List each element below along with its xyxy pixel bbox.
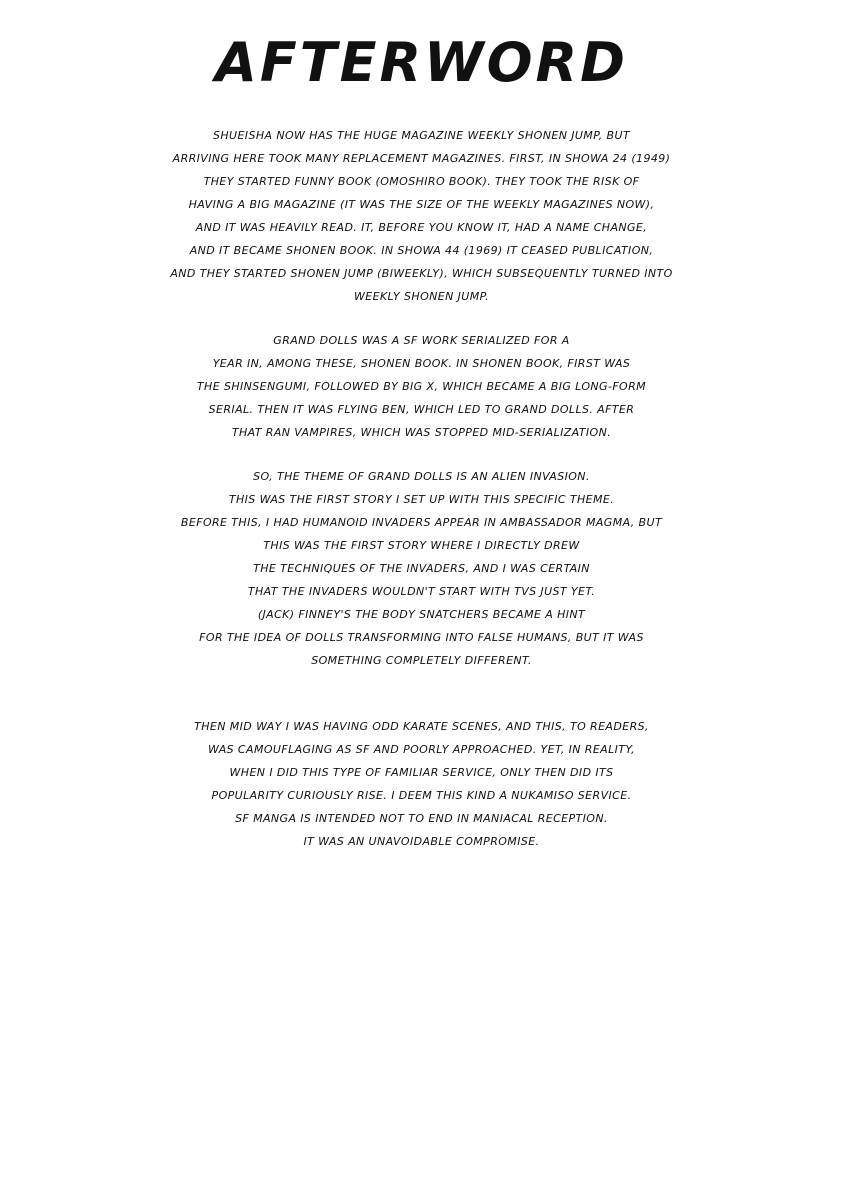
text-segment: SOMETHING COMPLETELY DIFFERENT. [311,654,532,667]
text-segment: , BUT [598,129,631,142]
text-segment: THEY STARTED [203,175,295,188]
text-line [0,329,843,352]
title-reference: SHONEN BOOK [361,357,449,370]
title-reference: WEEKLY SHONEN JUMP [353,290,486,303]
text-segment: , FOLLOWED BY [306,380,403,393]
text-line [0,557,843,580]
text-line [0,375,843,398]
text-segment: THIS WAS THE FIRST STORY WHERE I DIRECTLY DREW [263,539,580,552]
text-segment: (OMOSHIRO BOOK). THEY TOOK THE RISK OF [371,175,640,188]
text-line [0,511,843,534]
title-reference: GRAND DOLLS [504,403,590,416]
text-segment: BEFORE THIS, I HAD HUMANOID INVADERS APPEAR IN [180,516,501,529]
text-line [0,124,843,147]
text-segment: , WHICH BECAME A BIG LONG-FORM [434,380,647,393]
title-reference: GRAND DOLLS [273,334,358,347]
text-line [0,170,843,193]
text-segment: , WHICH LED TO [405,403,505,416]
text-line [0,738,843,761]
text-line [0,421,843,444]
title-reference: THE SHINSENGUMI [196,380,307,393]
title-reference: FUNNY BOOK [294,175,372,188]
text-line [0,239,843,262]
text-segment: . [485,290,490,303]
page-title: AFTERWORD [215,31,628,94]
title-reference: NUKAMISO [511,789,574,802]
text-segment: . AFTER [589,403,635,416]
text-line [0,352,843,375]
title-reference: GRAND DOLLS [367,470,453,483]
text-segment: POPULARITY CURIOUSLY RISE. I DEEM THIS KIND A [211,789,512,802]
text-segment: SERVICE. [573,789,632,802]
text-segment: BECAME A HINT [488,608,586,621]
text-line [0,580,843,603]
text-segment: HAVING A BIG MAGAZINE (IT WAS THE SIZE OF THE WEEKLY MAGAZINES NOW), [188,198,655,211]
text-line [0,465,843,488]
text-segment: AND IT BECAME [189,244,287,257]
text-line [0,262,843,285]
text-segment: ARRIVING HERE TOOK MANY REPLACEMENT MAGAZINES. FIRST, IN SHOWA 24 (1949) [172,152,671,165]
text-line [0,784,843,807]
title-reference: FLYING BEN [337,403,406,416]
title-reference: AMBASSADOR MAGMA [500,516,631,529]
paragraph-1 [0,124,843,308]
title-reference: VAMPIRES [294,426,353,439]
text-line [0,488,843,511]
text-segment: THIS WAS THE FIRST STORY I SET UP WITH THIS SPECIFIC THEME. [228,493,615,506]
text-line [0,147,843,170]
text-segment: YEAR IN, AMONG THESE, [212,357,362,370]
text-segment: SERIAL. THEN IT WAS [208,403,338,416]
text-segment: , FIRST WAS [559,357,631,370]
text-line [0,830,843,853]
text-line [0,398,843,421]
text-line [0,216,843,239]
text-segment: SF MANGA IS INTENDED NOT TO END IN MANIACAL RECEPTION. [235,812,608,825]
text-line [0,285,843,308]
text-segment: , WHICH WAS STOPPED MID-SERIALIZATION. [352,426,612,439]
text-line [0,626,843,649]
text-segment: (JACK) FINNEY'S [257,608,356,621]
text-line [0,761,843,784]
text-segment: AND THEY STARTED [170,267,291,280]
paragraph-2 [0,329,843,444]
title-reference: SHONEN JUMP [290,267,374,280]
text-segment: . IN SHOWA 44 (1969) IT CEASED PUBLICATION, [373,244,654,257]
title-reference: BIG X [402,380,435,393]
text-segment: , BUT [630,516,663,529]
paragraph-4 [0,715,843,853]
title-reference: SHONEN BOOK [286,244,374,257]
paragraph-3 [0,465,843,672]
title-reference: SHONEN BOOK [472,357,560,370]
text-segment: SHUEISHA NOW HAS THE HUGE MAGAZINE [212,129,468,142]
text-line [0,534,843,557]
text-line [0,603,843,626]
text-segment: IS AN ALIEN INVASION. [452,470,590,483]
text-segment: FOR THE IDEA OF DOLLS TRANSFORMING INTO FALSE HUMANS, BUT IT WAS [199,631,644,644]
text-segment: WAS CAMOUFLAGING AS SF AND POORLY APPROACHED. YET, IN REALITY, [208,743,635,756]
text-segment: WHEN I DID THIS TYPE OF FAMILIAR SERVICE, ONLY THEN DID ITS [229,766,614,779]
text-segment: WAS A SF WORK SERIALIZED FOR A [357,334,570,347]
title-reference: WEEKLY SHONEN JUMP [467,129,599,142]
title-reference: THE BODY SNATCHERS [355,608,489,621]
text-segment: THEN MID WAY I WAS HAVING ODD KARATE SCENES, AND THIS, TO READERS, [194,720,649,733]
text-segment: AND IT WAS HEAVILY READ. IT, BEFORE YOU KNOW IT, HAD A NAME CHANGE, [195,221,648,234]
text-segment: THAT RAN [231,426,295,439]
text-line [0,649,843,672]
text-line [0,807,843,830]
text-segment: . IN [448,357,473,370]
text-segment: IT WAS AN UNAVOIDABLE COMPROMISE. [303,835,540,848]
text-segment: SO, THE THEME OF [253,470,368,483]
text-segment: THAT THE INVADERS WOULDN'T START WITH TVS JUST YET. [247,585,596,598]
text-segment: (BIWEEKLY), WHICH SUBSEQUENTLY TURNED INTO [373,267,673,280]
text-line [0,715,843,738]
text-segment: THE TECHNIQUES OF THE INVADERS, AND I WAS CERTAIN [253,562,590,575]
text-line [0,193,843,216]
